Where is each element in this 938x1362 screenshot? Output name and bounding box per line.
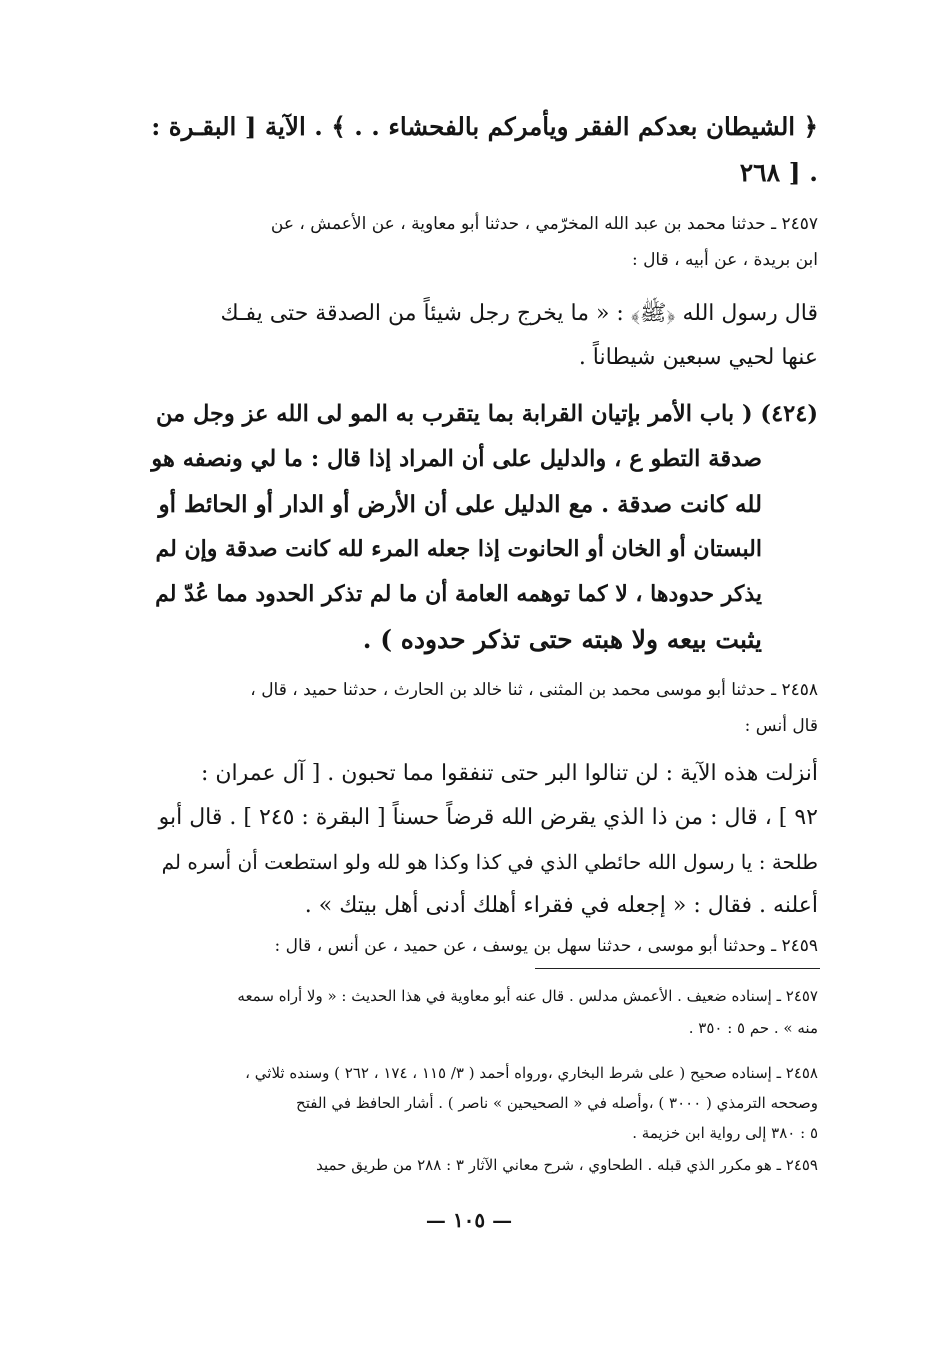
footnote-2457 [150, 980, 818, 1044]
chapter-line: لله كانت صدقة . مع الدليل على أن الأرض أو الدار أو الحائط أو [158, 491, 762, 518]
page-number: — ١٠٥ — [425, 1208, 513, 1232]
matn-line: عنها لحيي سبعين شيطاناً . [578, 345, 818, 370]
footnote-line: منه » . حم ٥ : ٣٥٠ . [688, 1019, 818, 1037]
footnote-line: ٥ : ٣٨٠ إلى رواية ابن خزيمة . [632, 1124, 818, 1142]
isnad-line: ابن بريدة ، عن أبيه ، قال : [631, 250, 818, 270]
footnote-line: وصححه الترمذي ( ٣٠٠٠ ) ،وأصله في « الصحيحين » ناصر ) . أشار الحافظ في الفتح [296, 1094, 818, 1112]
footnote-line: ٢٤٥٩ ـ هو مكرر الذي قبله . الطحاوي ، شرح معاني الآثار ٣ : ٢٨٨ من طريق حميد [316, 1156, 818, 1174]
matn-line: قال رسول الله ﴿ﷺ﴾ : « ما يخرج رجل شيئاً من الصدقة حتى يفـك [220, 301, 818, 326]
isnad-line: قال أنس : [744, 716, 818, 736]
chapter-424-heading [150, 392, 818, 662]
isnad-line: ٢٤٥٧ ـ حدثنا محمد بن عبد الله المخرّمي ، حدثنا أبو معاوية ، عن الأعمش ، عن [270, 214, 818, 234]
hadith-2458-matn [150, 752, 818, 928]
chapter-line: يذكر حدودها ، لا كما توهمه العامة أن ما لم تذكر الحدود مما عُدّ لم [155, 581, 762, 607]
footnote-line: ٢٤٥٨ ـ إسناده صحيح ( على شرط البخاري ،ورواه أحمد ( ٣/ ١١٥ ، ١٧٤ ، ٢٦٢ ) وسنده ثلاثي ، [245, 1064, 818, 1082]
matn-line: أعلنه . فقال : « إجعله في فقراء أهلك أدنى أهل بيتك » . [304, 893, 818, 918]
matn-line: ٩٢ ] ، قال : من ذا الذي يقرض الله قرضاً حسناً [ البقرة : ٢٤٥ ] . قال أبو [158, 805, 818, 830]
matn-line: أنزلت هذه الآية : لن تنالوا البر حتى تنفقوا مما تحبون . [ آل عمران : [200, 761, 818, 786]
chapter-line: صدقة التطو ع ، والدليل على أن المراد إذا قال : ما لي ونصفه هو [151, 446, 762, 472]
verse-line: . [ ٢٦٨ [739, 158, 818, 187]
matn-line: طلحة : يا رسول الله حائطي الذي في كذا وكذا هو لله ولو استطعت أن أسره لم [161, 850, 818, 874]
hadith-2457-matn [150, 292, 818, 380]
chapter-line: يثبت بيعه ولا هبته حتى تذكر حدوده ) . [362, 625, 762, 654]
footnote-line: ٢٤٥٧ ـ إسناده ضعيف . الأعمش مدلس . قال عنه أبو معاوية في هذا الحديث : « ولا أراه سمعه [237, 987, 818, 1005]
isnad-line: ٢٤٥٨ ـ حدثنا أبو موسى محمد بن المثنى ، ثنا خالد بن الحارث ، حدثنا حميد ، قال ، [250, 680, 818, 700]
hadith-2457-isnad [150, 206, 818, 278]
hadith-2458-isnad [150, 672, 818, 744]
footnote-separator [535, 968, 820, 969]
footnote-2459 [230, 1150, 818, 1180]
verse-block [150, 104, 818, 196]
chapter-line: البستان أو الخان أو الحانوت إذا جعله المرء لله كانت صدقة وإن لم [155, 536, 762, 562]
hadith-2459-isnad [150, 930, 818, 962]
verse-line: ﴿ الشيطان بعدكم الفقر ويأمركم بالفحشاء . . ﴾ . الآية [ البقـرة : [151, 112, 818, 141]
isnad-line: ٢٤٥٩ ـ وحدثنا أبو موسى ، حدثنا سهل بن يوسف ، عن حميد ، عن أنس ، قال : [274, 936, 818, 956]
footnote-2458 [150, 1058, 818, 1148]
chapter-line: (٤٢٤) ( باب الأمر بإتيان القرابة بما يتقرب به المو لى الله عز وجل من [155, 401, 818, 427]
